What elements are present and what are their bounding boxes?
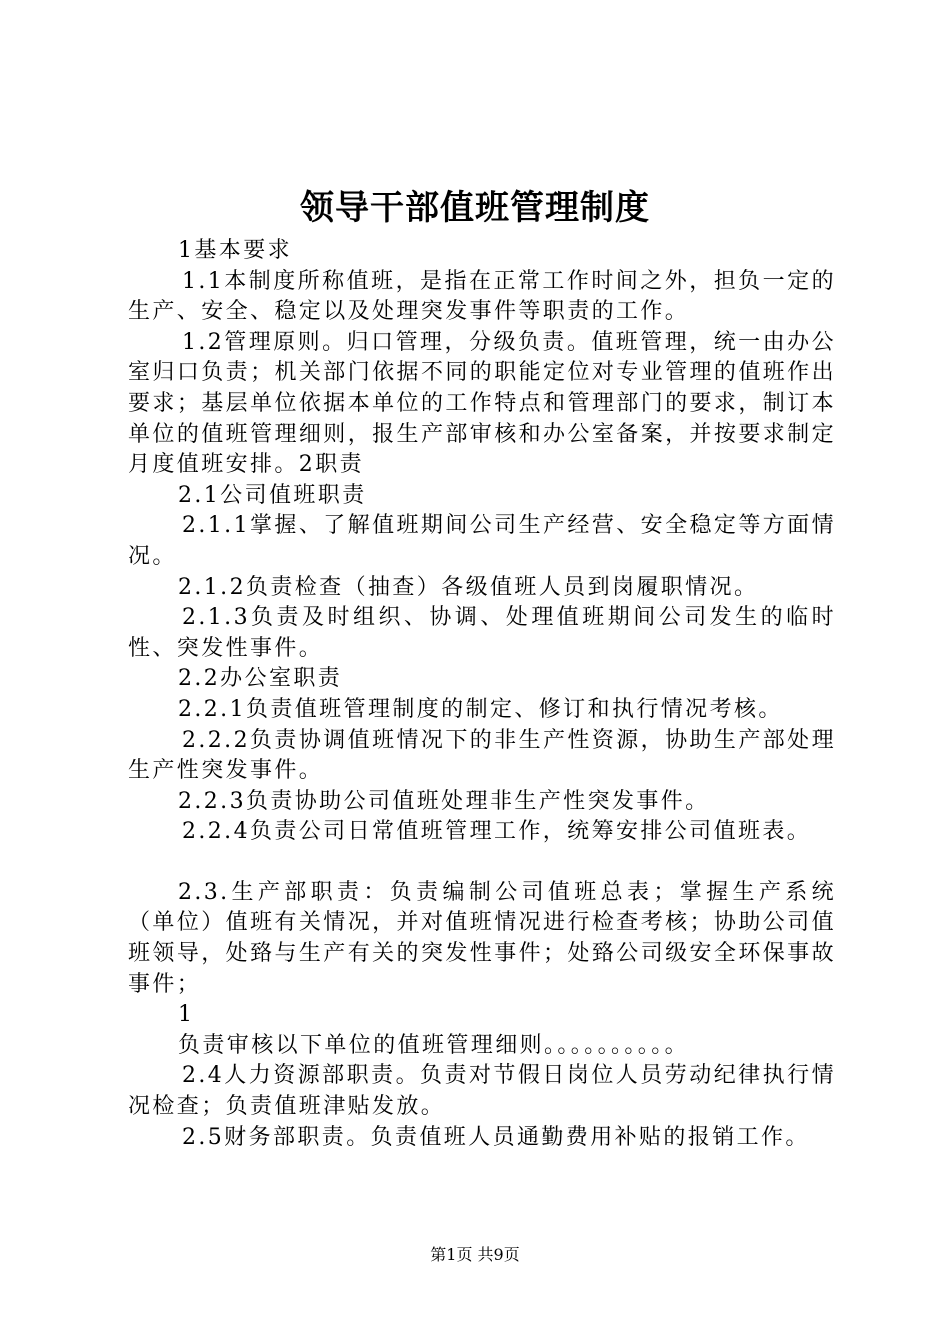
paragraph-2-2: 2.2办公室职责 xyxy=(178,666,343,692)
paragraph-2-5: 2.5财务部职责。负责值班人员通勤费用补贴的报销工作。 xyxy=(182,1124,810,1150)
paragraph-gap xyxy=(128,848,836,878)
paragraph-page-number-fragment: 1 xyxy=(178,1002,195,1028)
page-number: 第1页 xyxy=(430,1245,473,1264)
paragraph-2-2-2: 2.2.2负责协调值班情况下的非生产性资源，协助生产部处理生产性突发事件。 xyxy=(128,727,836,784)
paragraph-2-4: 2.4人力资源部职责。负责对节假日岗位人员劳动纪律执行情况检查；负责值班津贴发放。 xyxy=(128,1063,836,1120)
paragraph-2-1-2: 2.1.2负责检查（抽查）各级值班人员到岗履职情况。 xyxy=(178,574,759,600)
paragraph-2-1-3: 2.1.3负责及时组织、协调、处理值班期间公司发生的临时性、突发性事件。 xyxy=(128,605,836,661)
paragraph-section-1: 1基本要求 xyxy=(178,238,292,263)
page-footer xyxy=(0,1244,950,1266)
paragraph-2-2-1: 2.2.1负责值班管理制度的制定、修订和执行情况考核。 xyxy=(178,696,783,722)
page-total: 共9页 xyxy=(477,1245,520,1264)
paragraph-1-2: 1.2管理原则。归口管理，分级负责。值班管理，统一由办公室归口负责；机关部门依据不同的职能定位对专业管理的值班作出要求；基层单位依据本单位的工作特点和管理部门的要求，制订本单位的值班管理细则，报生产部审核和办公室备案，并按要求制定月度值班安排。2职责 xyxy=(128,329,836,478)
paragraph-review-rules: 负责审核以下单位的值班管理细则。。。。。。。。。。 xyxy=(178,1032,690,1058)
paragraph-2-2-4: 2.2.4负责公司日常值班管理工作，统筹安排公司值班表。 xyxy=(182,819,812,845)
paragraph-1-1: 1.1本制度所称值班，是指在正常工作时间之外，担负一定的生产、安全、稳定以及处理突发事件等职责的工作。 xyxy=(128,268,836,325)
paragraph-2-2-3: 2.2.3负责协助公司值班处理非生产性突发事件。 xyxy=(178,788,710,814)
paragraph-2-3: 2.3.生产部职责：负责编制公司值班总表；掌握生产系统（单位）值班有关情况，并对值班情况进行检查考核；协助公司值班领导，处臵与生产有关的突发性事件；处臵公司级安全环保事故事件； xyxy=(128,879,836,997)
paragraph-2-1: 2.1公司值班职责 xyxy=(178,482,367,508)
document-title: 领导干部值班管理制度 xyxy=(300,188,650,228)
document-body xyxy=(128,236,836,1153)
paragraph-2-1-1: 2.1.1掌握、了解值班期间公司生产经营、安全稳定等方面情况。 xyxy=(128,513,836,569)
